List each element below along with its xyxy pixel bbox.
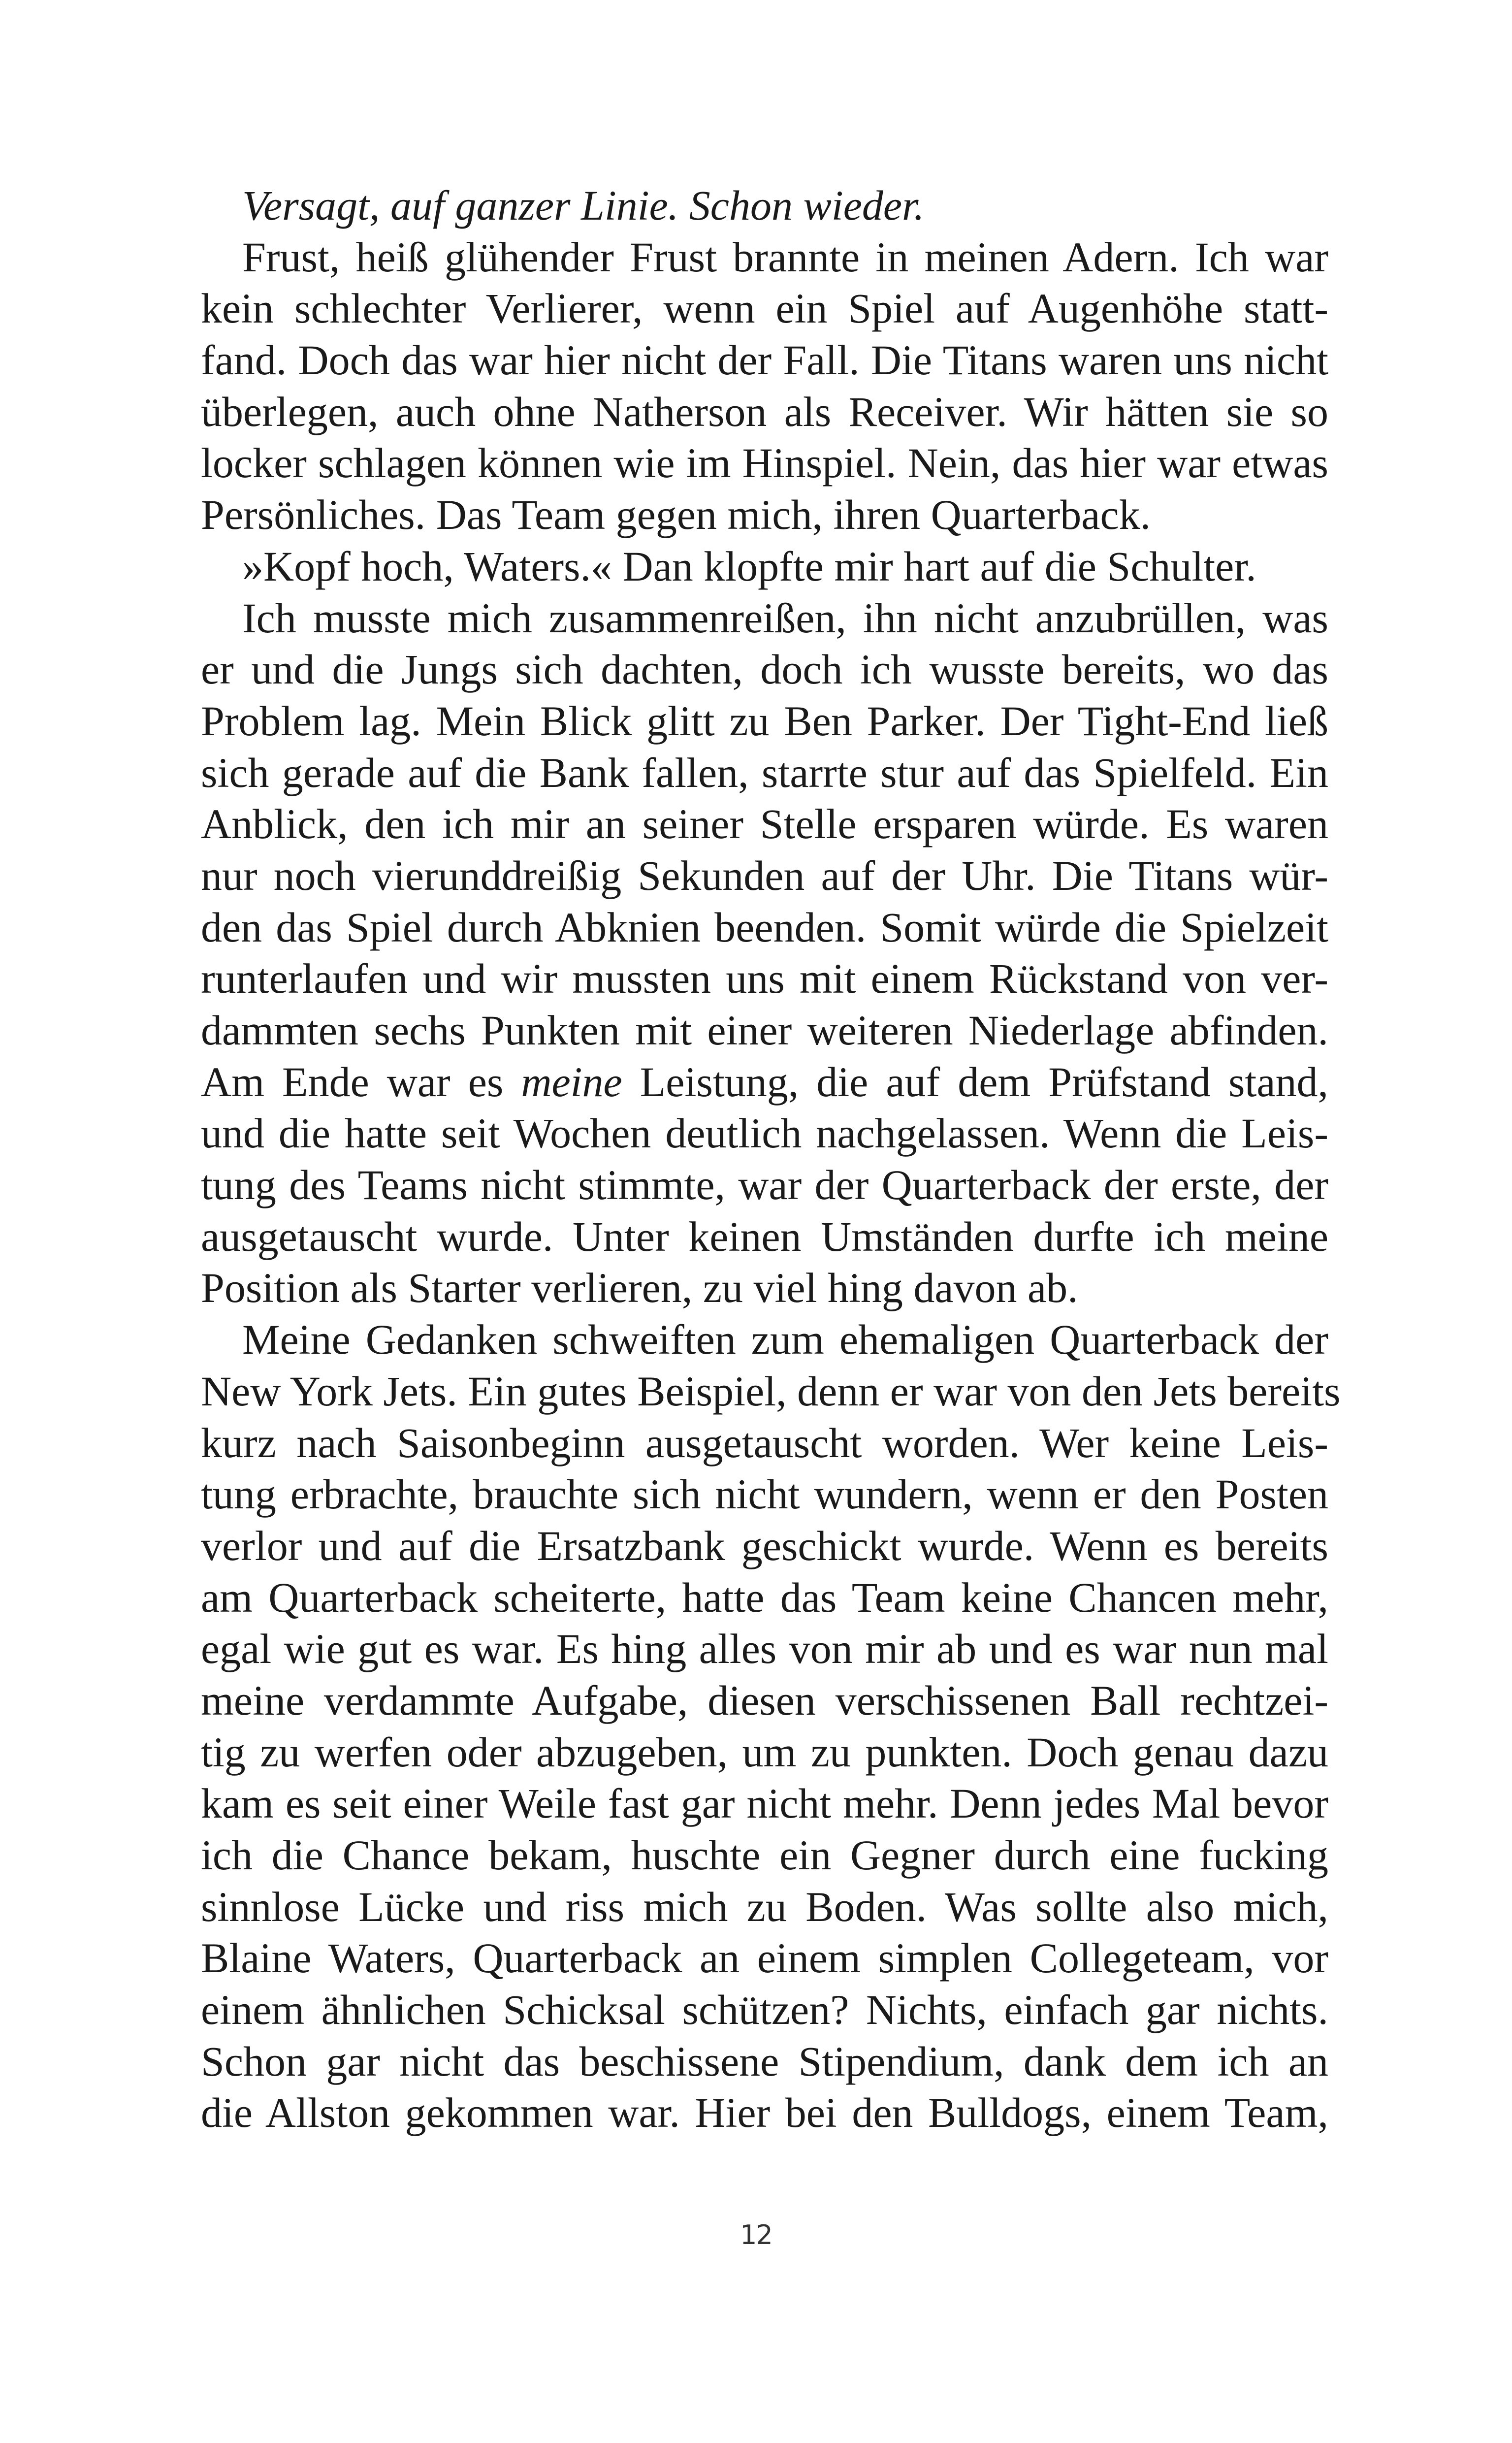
text-line	[201, 1932, 1328, 1984]
text-line	[201, 386, 1328, 438]
text-segment: Schon gar nicht das beschissene Stipendium, dank dem ich an	[201, 2037, 1328, 2085]
text-segment: überlegen, auch ohne Natherson als Receiver. Wir hätten sie so	[201, 388, 1328, 435]
text-segment: kurz nach Saisonbeginn ausgetauscht worden. Wer keine Leis-	[201, 1419, 1328, 1466]
text-segment: Versagt, auf ganzer Linie. Schon wieder.	[242, 182, 925, 229]
text-segment: meine verdammte Aufgabe, diesen verschissenen Ball rechtzei-	[201, 1676, 1328, 1724]
text-segment: kein schlechter Verlierer, wenn ein Spiel auf Augenhöhe statt-	[201, 285, 1328, 332]
text-segment: Problem lag. Mein Blick glitt zu Ben Parker. Der Tight-End ließ	[201, 697, 1328, 745]
text-line	[201, 1314, 1328, 1366]
text-segment: tung erbrachte, brauchte sich nicht wundern, wenn er den Posten	[201, 1470, 1328, 1518]
text-line	[201, 541, 1328, 592]
text-line	[201, 1417, 1328, 1469]
text-line	[201, 1520, 1328, 1572]
text-segment: Position als Starter verlieren, zu viel hing davon ab.	[201, 1264, 1078, 1312]
text-line	[201, 1675, 1328, 1726]
text-line	[201, 850, 1328, 902]
text-line	[201, 1829, 1328, 1881]
text-segment: Persönliches. Das Team gegen mich, ihren Quarterback.	[201, 491, 1151, 539]
text-line	[201, 902, 1328, 953]
text-segment: sich gerade auf die Bank fallen, starrte stur auf das Spielfeld. Ein	[201, 749, 1328, 796]
text-segment: »Kopf hoch, Waters.« Dan klopfte mir hart auf die Schulter.	[242, 542, 1256, 590]
text-line	[201, 1778, 1328, 1829]
text-line	[201, 644, 1328, 695]
text-segment: kam es seit einer Weile fast gar nicht mehr. Denn jedes Mal bevor	[201, 1780, 1328, 1827]
text-segment: Frust, heiß glühender Frust brannte in meinen Adern. Ich war	[242, 233, 1328, 281]
text-line	[201, 1005, 1328, 1056]
text-line	[201, 1726, 1328, 1778]
text-segment: nur noch vierunddreißig Sekunden auf der Uhr. Die Titans wür-	[201, 851, 1328, 899]
text-segment: ausgetauscht wurde. Unter keinen Umständen durfte ich meine	[201, 1212, 1328, 1260]
text-segment: verlor und auf die Ersatzbank geschickt wurde. Wenn es bereits	[201, 1522, 1328, 1569]
text-line	[201, 1211, 1328, 1263]
text-segment: tig zu werfen oder abzugeben, um zu punkten. Doch genau dazu	[201, 1728, 1328, 1776]
text-line	[201, 1623, 1328, 1675]
text-line	[201, 1572, 1328, 1624]
text-line	[201, 1881, 1328, 1933]
text-segment: runterlaufen und wir mussten uns mit einem Rückstand von ver-	[201, 955, 1328, 1003]
text-segment: New York Jets. Ein gutes Beispiel, denn er war von den Jets bereits	[201, 1367, 1341, 1415]
text-line	[201, 798, 1328, 850]
text-line	[201, 1468, 1328, 1520]
text-line	[201, 1107, 1328, 1159]
text-segment: Blaine Waters, Quarterback an einem simplen Collegeteam, vor	[201, 1934, 1328, 1982]
text-line	[201, 1262, 1328, 1314]
emphasis-text: meine	[521, 1058, 622, 1106]
text-line	[201, 231, 1328, 283]
text-segment: Meine Gedanken schweiften zum ehemaligen Quarterback der	[242, 1316, 1328, 1364]
text-line	[201, 437, 1328, 489]
text-line	[201, 2087, 1328, 2139]
text-line	[201, 695, 1328, 747]
text-segment: am Quarterback scheiterte, hatte das Team keine Chancen mehr,	[201, 1573, 1328, 1621]
text-line	[201, 180, 1328, 231]
text-line	[201, 953, 1328, 1005]
text-segment: fand. Doch das war hier nicht der Fall. Die Titans waren uns nicht	[201, 336, 1328, 384]
text-line	[201, 489, 1328, 541]
text-segment: Anblick, den ich mir an seiner Stelle ersparen würde. Es waren	[201, 800, 1328, 848]
text-segment: sinnlose Lücke und riss mich zu Boden. Was sollte also mich,	[201, 1883, 1328, 1930]
text-line	[201, 1159, 1328, 1211]
text-segment: er und die Jungs sich dachten, doch ich wusste bereits, wo das	[201, 646, 1328, 693]
text-line	[201, 283, 1328, 334]
text-line	[201, 2036, 1328, 2087]
text-segment: locker schlagen können wie im Hinspiel. Nein, das hier war etwas	[201, 439, 1328, 487]
text-segment: Ich musste mich zusammenreißen, ihn nicht anzubrüllen, was	[242, 594, 1328, 642]
text-segment: den das Spiel durch Abknien beenden. Somit würde die Spielzeit	[201, 903, 1328, 951]
text-line	[201, 1984, 1328, 2036]
page-number: 12	[740, 2219, 772, 2250]
text-line	[201, 747, 1328, 799]
text-line	[201, 1056, 1328, 1108]
text-segment: die Allston gekommen war. Hier bei den Bulldogs, einem Team,	[201, 2089, 1328, 2137]
text-segment: tung des Teams nicht stimmte, war der Quarterback der erste, der	[201, 1161, 1328, 1209]
text-segment: egal wie gut es war. Es hing alles von mir ab und es war nun mal	[201, 1625, 1328, 1673]
text-segment: dammten sechs Punkten mit einer weiteren Niederlage abfinden.	[201, 1007, 1328, 1054]
text-segment: Am Ende war es	[201, 1058, 521, 1106]
text-segment: Leistung, die auf dem Prüfstand stand,	[622, 1058, 1328, 1106]
text-line	[201, 592, 1328, 644]
text-segment: und die hatte seit Wochen deutlich nachgelassen. Wenn die Leis-	[201, 1109, 1328, 1157]
text-segment: ich die Chance bekam, huschte ein Gegner durch eine fucking	[201, 1831, 1328, 1879]
text-line	[201, 334, 1328, 386]
text-segment: einem ähnlichen Schicksal schützen? Nichts, einfach gar nichts.	[201, 1986, 1328, 2034]
text-line	[201, 1366, 1341, 1417]
body-text	[201, 180, 1341, 2139]
